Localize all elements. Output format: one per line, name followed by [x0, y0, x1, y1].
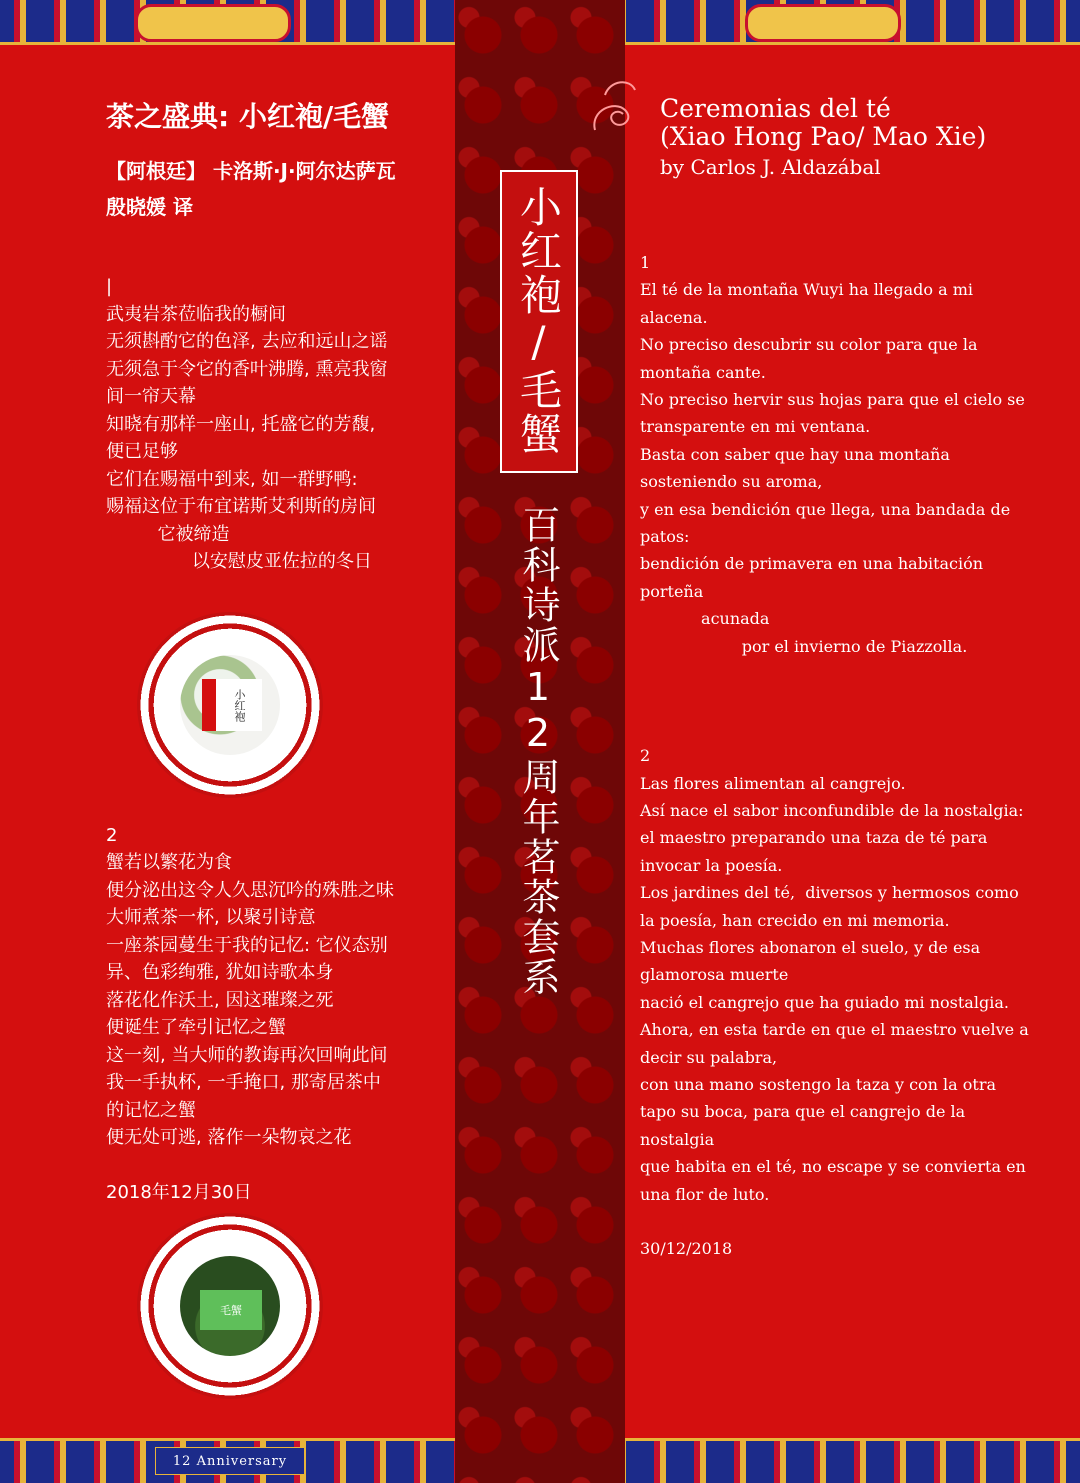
- spanish-title-line-1: Ceremonias del té: [660, 94, 891, 123]
- poem-number: 2: [640, 746, 651, 766]
- poem-line: decir su palabra,: [640, 1047, 778, 1067]
- poem-line: invocar la poesía.: [640, 855, 783, 875]
- poem-line: 便已足够: [106, 441, 178, 462]
- poem-line: 以安慰皮亚佐拉的冬日: [106, 551, 372, 572]
- poem-line: nostalgia: [640, 1129, 715, 1149]
- poem-line: 异、色彩绚雅, 犹如诗歌本身: [106, 962, 334, 983]
- poem-line: acunada: [640, 609, 770, 629]
- spanish-author: by Carlos J. Aldazábal: [660, 155, 881, 179]
- border-medallion: [745, 4, 901, 42]
- poem-line: Basta con saber que hay una montaña: [640, 444, 950, 464]
- poem-line: 无须急于令它的香叶沸腾, 熏亮我窗: [106, 358, 388, 380]
- poem-line: 我一手执杯, 一手掩口, 那寄居茶中: [106, 1072, 381, 1093]
- poem-line: 间一帘天幕: [106, 386, 196, 407]
- poem-line: 蟹若以繁花为食: [106, 852, 232, 873]
- cloud-swirl-ornament: [585, 70, 645, 140]
- spanish-poem-1: [640, 249, 1045, 660]
- poem-line: 知晓有那样一座山, 托盛它的芳馥,: [106, 413, 376, 435]
- border-medallion: [135, 4, 291, 42]
- poem-line: bendición de primavera en una habitación: [640, 554, 984, 574]
- spanish-poem-2: [640, 742, 1045, 1262]
- tea-photo: [180, 1256, 280, 1356]
- poem-line: con una mano sostengo la taza y con la otra: [640, 1074, 997, 1094]
- poem-line: nació el cangrejo que ha guiado mi nostalgia.: [640, 992, 1009, 1012]
- poem-line: Ahora, en esta tarde en que el maestro vuelve a: [640, 1020, 1029, 1040]
- vertical-title: 小红袍/毛蟹: [514, 185, 563, 456]
- poem-line: 便无处可逃, 落作一朵物哀之花: [106, 1127, 352, 1148]
- chinese-poem-2: [106, 822, 451, 1207]
- poem-number: 1: [640, 253, 651, 272]
- poem-line: montaña cante.: [640, 362, 766, 382]
- poem-line: No preciso descubrir su color para que la: [640, 335, 978, 355]
- poem-line: tapo su boca, para que el cangrejo de la: [640, 1102, 966, 1122]
- poem-line: 落花化作沃土, 因这璀璨之死: [106, 989, 334, 1011]
- poem-line: 无须斟酌它的色泽, 去应和远山之谣: [106, 331, 388, 352]
- poem-line: 武夷岩茶莅临我的橱间: [106, 303, 286, 325]
- poem-line: 便分泌出这令人久思沉吟的殊胜之味: [106, 879, 394, 901]
- poem-line: patos:: [640, 527, 690, 547]
- poem-line: y en esa bendición que llega, una bandada de: [640, 499, 1011, 519]
- tea-photo: [180, 655, 280, 755]
- poem-line: Los jardines del té, diversos y hermosos como: [640, 883, 1019, 903]
- poem-line: una flor de luto.: [640, 1184, 770, 1204]
- tea-medallion-maoxie: [137, 1213, 323, 1399]
- poem-line: 赐福这位于布宜诺斯艾利斯的房间: [106, 496, 376, 517]
- poem-line: glamorosa muerte: [640, 965, 789, 985]
- poem-line: porteña: [640, 581, 704, 601]
- poem-line: No preciso hervir sus hojas para que el cielo se: [640, 390, 1025, 410]
- anniversary-badge: 12 Anniversary: [155, 1447, 305, 1475]
- poem-line: alacena.: [640, 307, 708, 327]
- poem-line: 一座茶园蔓生于我的记忆: 它仪态别: [106, 934, 388, 956]
- poem-line: Muchas flores abonaron el suelo, y de esa: [640, 937, 981, 957]
- poem-line: Las flores alimentan al cangrejo.: [640, 773, 906, 793]
- poem-number: |: [106, 276, 113, 297]
- poem-line: 它们在赐福中到来, 如一群野鸭:: [106, 468, 358, 490]
- poem-line: la poesía, han crecido en mi memoria.: [640, 910, 950, 930]
- poem-line: 大师煮茶一杯, 以聚引诗意: [106, 907, 316, 928]
- poem-line: El té de la montaña Wuyi ha llegado a mi: [640, 280, 974, 300]
- poem-line: que habita en el té, no escape y se convierta en: [640, 1157, 1026, 1177]
- chinese-translator: 殷晓媛 译: [106, 195, 193, 219]
- poem-number: 2: [106, 824, 118, 846]
- poem-line: sosteniendo su aroma,: [640, 472, 823, 492]
- vertical-subtitle: 百科诗派12周年茗茶套系: [516, 505, 560, 997]
- poem-line: 便诞生了牵引记忆之蟹: [106, 1017, 286, 1038]
- poem-line: el maestro preparando una taza de té para: [640, 828, 988, 848]
- chinese-author: 【阿根廷】 卡洛斯·J·阿尔达萨瓦: [106, 159, 396, 183]
- poem-line: por el invierno de Piazzolla.: [640, 636, 968, 656]
- spanish-column: [640, 95, 1045, 1262]
- chinese-title: 茶之盛典: 小红袍/毛蟹: [106, 100, 390, 133]
- tea-package-label: 小红袍: [202, 679, 262, 731]
- poem-line: 它被缔造: [106, 523, 230, 545]
- poem-line: 这一刻, 当大师的教诲再次回响此间: [106, 1044, 388, 1066]
- spanish-date: 30/12/2018: [640, 1239, 733, 1258]
- tea-package-label: 毛蟹: [200, 1290, 262, 1330]
- chinese-poem-1: [106, 273, 451, 576]
- chinese-date: 2018年12月30日: [106, 1181, 252, 1203]
- poem-line: Así nace el sabor inconfundible de la nostalgia:: [640, 800, 1024, 820]
- tea-medallion-xiaohongpao: [137, 612, 323, 798]
- spanish-title-line-2: (Xiao Hong Pao/ Mao Xie): [660, 122, 987, 151]
- poem-line: transparente en mi ventana.: [640, 417, 871, 437]
- poem-line: 的记忆之蟹: [106, 1099, 196, 1121]
